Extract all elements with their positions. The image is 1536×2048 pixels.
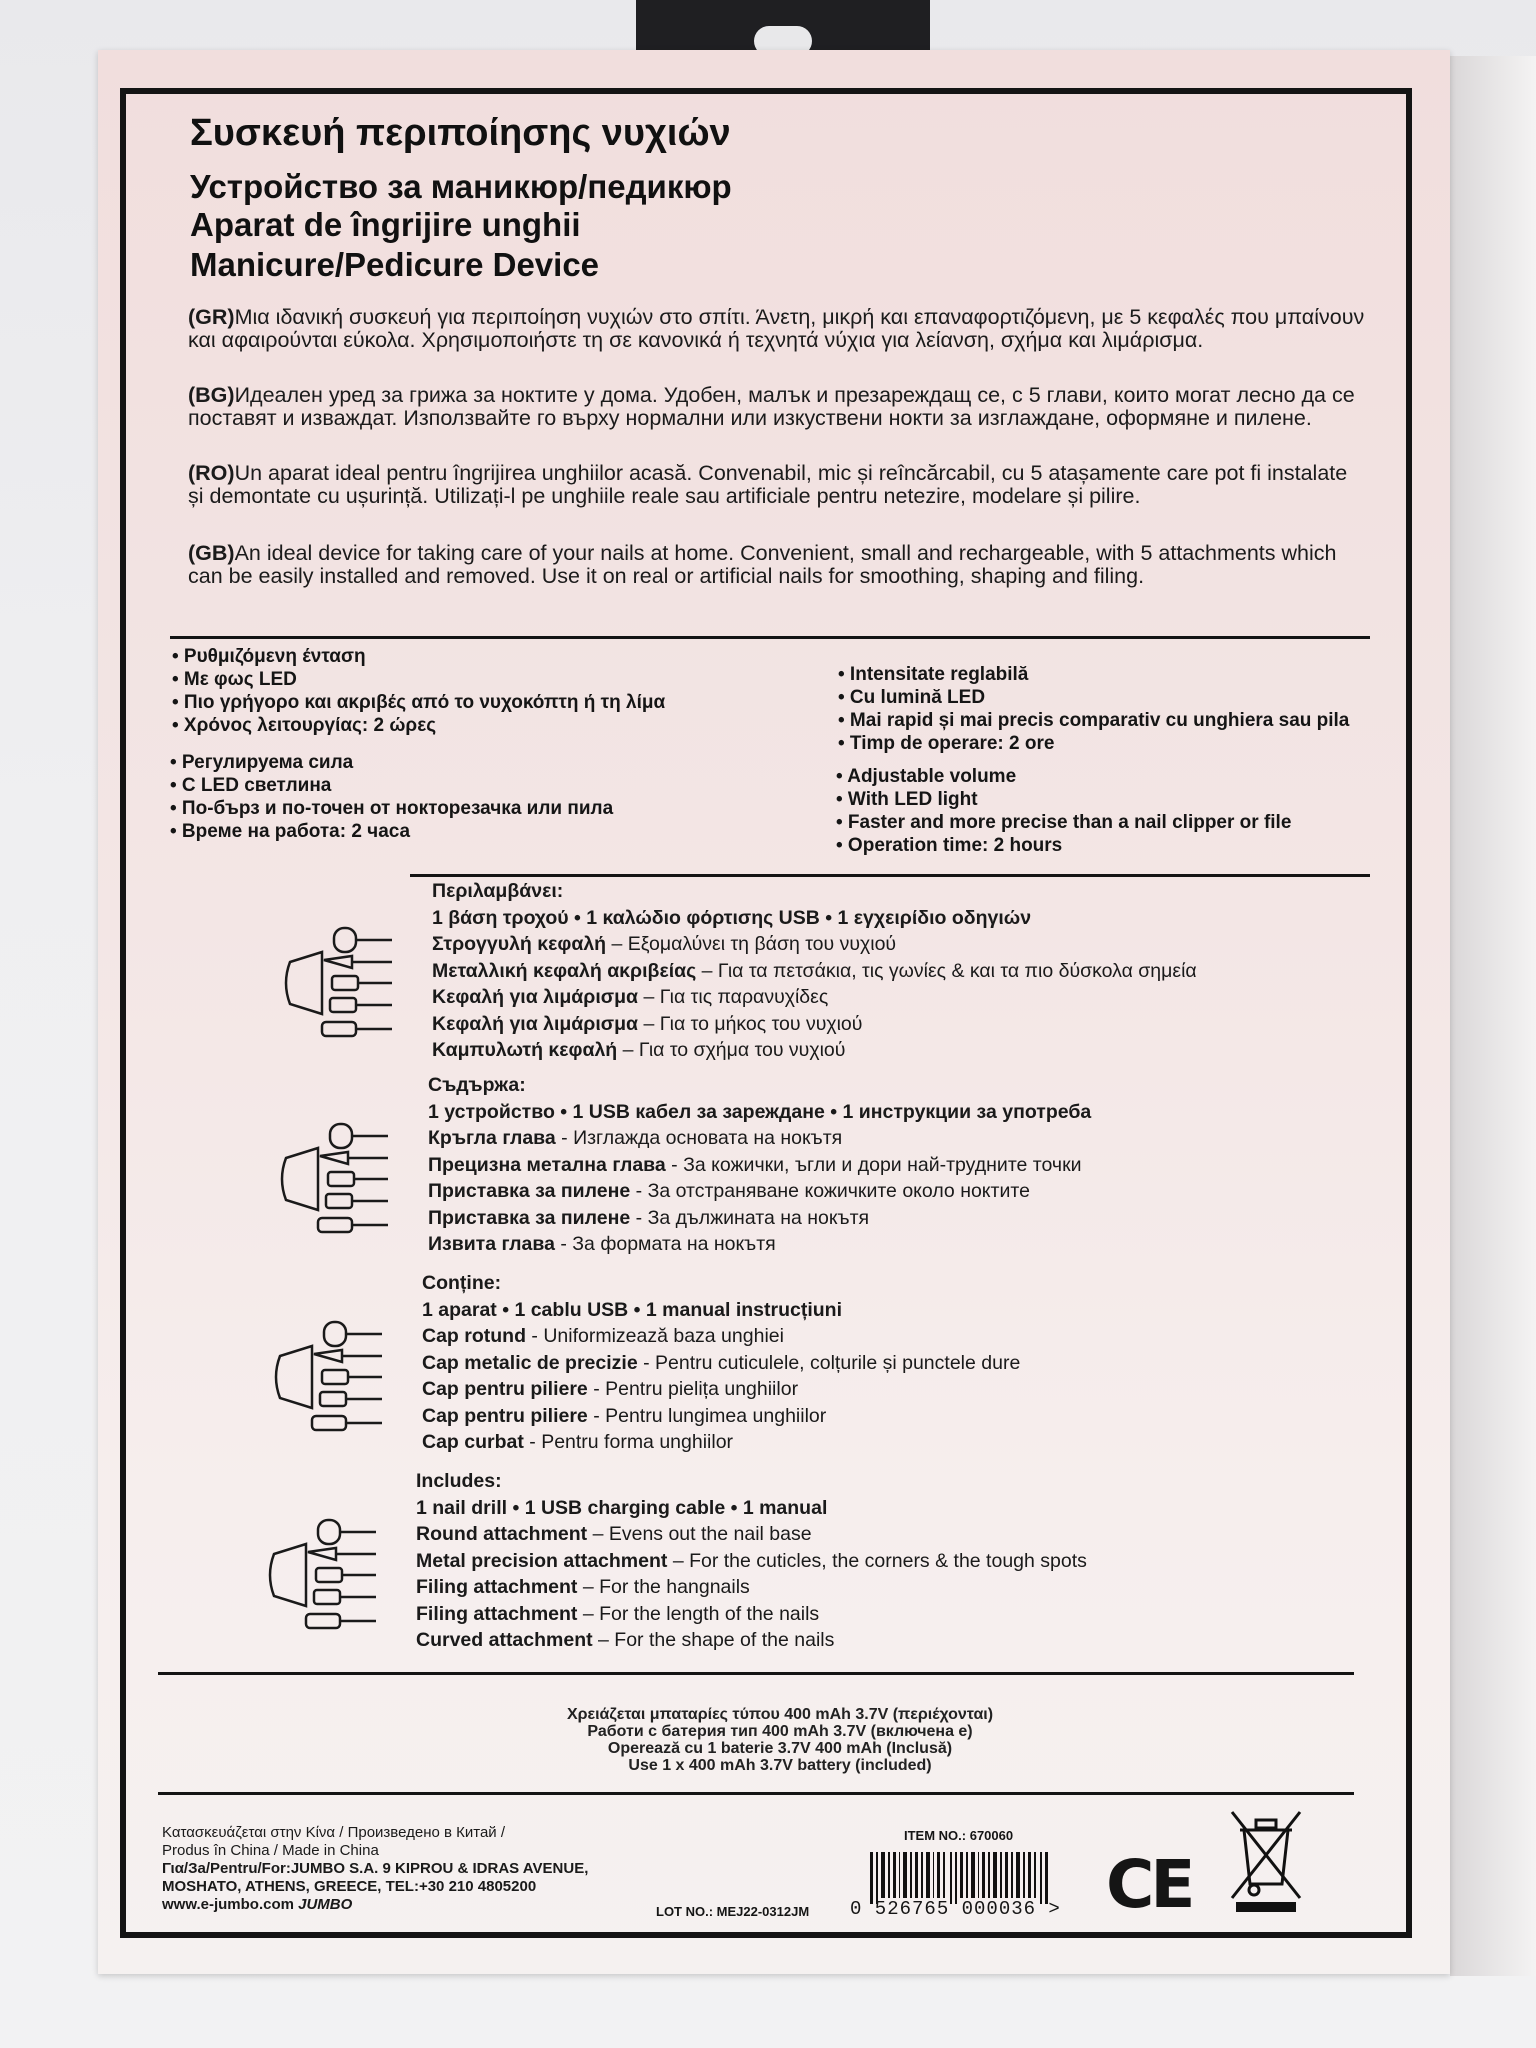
attachment-row: Καμπυλωτή κεφαλή – Για το σχήμα του νυχιού	[432, 1039, 846, 1061]
features-gr	[172, 646, 665, 738]
title-ro: Aparat de îngrijire unghii	[190, 206, 581, 243]
divider	[158, 1792, 1354, 1795]
attachment-row: Round attachment – Evens out the nail base	[416, 1523, 812, 1545]
lang-code: (RO)	[188, 461, 235, 485]
description-text: Идеален уред за грижа за ноктите у дома. Удобен, малък и презареждащ се, с 5 глави, които могат лесно да се поставят и изваждат. Използвайте го върху нормални или изкуствени нокти за изглаждане, оформяне и пилене.	[188, 383, 1355, 430]
attachment-row: Κεφαλή για λιμάρισμα – Για τις παρανυχίδες	[432, 986, 829, 1008]
title-gr: Συσκευή περιποίησης νυχιών	[190, 112, 731, 154]
feature-item: • С LED светлина	[170, 775, 332, 796]
title-gb: Manicure/Pedicure Device	[190, 246, 600, 283]
attachment-row: Cap pentru piliere - Pentru pielița unghiilor	[422, 1378, 799, 1400]
includes-heading: Περιλαμβάνει:	[432, 880, 564, 902]
barcode-icon	[870, 1852, 1050, 1904]
description-gb	[188, 542, 1368, 588]
includes-contents: 1 устройство • 1 USB кабел за зареждане • 1 инструкции за употреба	[428, 1100, 1092, 1123]
attachment-row: Кръгла глава - Изглажда основата на нокътя	[428, 1127, 843, 1149]
divider	[158, 1672, 1354, 1675]
attachment-row: Cap metalic de precizie - Pentru cuticulele, colțurile și punctele dure	[422, 1351, 1021, 1374]
box-side-edge	[1450, 56, 1536, 1976]
feature-item: • Cu lumină LED	[838, 687, 986, 708]
feature-item: • Με φως LED	[172, 669, 297, 690]
feature-item: • Operation time: 2 hours	[836, 835, 1063, 856]
attachment-row: Cap rotund - Uniformizează baza unghiei	[422, 1325, 784, 1347]
brand-logo: JUMBO	[298, 1896, 353, 1913]
feature-item: • Mai rapid și mai precis comparativ cu unghiera sau pila	[838, 710, 1350, 731]
features-ro	[838, 664, 1349, 756]
attachment-row: Извита глава - За формата на нокътя	[428, 1233, 776, 1255]
manufacturer-info	[162, 1824, 588, 1914]
features-bg	[170, 752, 613, 844]
feature-item: • Χρόνος λειτουργίας: 2 ώρες	[172, 715, 437, 736]
item-number: ITEM NO.: 670060	[904, 1828, 1014, 1843]
description-text: Un aparat ideal pentru îngrijirea unghiilor acasă. Convenabil, mic și reîncărcabil, cu 5 atașamente care pot fi instalate și demontate cu ușurință. Utilizați-l pe unghiile reale sau artificiale pentru netezire, modelare și pilire.	[188, 461, 1348, 508]
battery-line: Operează cu 1 baterie 3.7V 400 mAh (Inclusă)	[607, 1740, 953, 1757]
lang-code: (BG)	[188, 383, 235, 407]
feature-item: • Adjustable volume	[836, 766, 1017, 787]
feature-item: • По-бърз и по-точен от нокторезачка или пила	[170, 798, 614, 819]
description-text: Μια ιδανική συσκευή για περιποίηση νυχιών στο σπίτι. Άνετη, μικρή και επαναφορτιζόμενη, με 5 κεφαλές που μπαίνουν και αφαιρούνται εύκολα. Χρησιμοποιήστε τη σε κανονικά ή τεχνητά νύχια για λείανση, σχήμα και λιμάρισμα.	[188, 305, 1365, 352]
feature-item: • Време на работа: 2 часа	[170, 821, 411, 842]
title-bg: Устройство за маникюр/педикюр	[190, 168, 732, 205]
battery-line: Use 1 x 400 mAh 3.7V battery (included)	[628, 1757, 932, 1774]
description-gr	[188, 306, 1368, 352]
feature-item: • With LED light	[836, 789, 978, 810]
ce-mark-icon: CE	[1106, 1846, 1192, 1923]
attachment-row: Прецизна метална глава - За кожички, ъгли и дори най-трудните точки	[428, 1153, 1082, 1176]
attachment-row: Μεταλλική κεφαλή ακριβείας – Για τα πετσάκια, τις γωνίες & και τα πιο δύσκολα σημεία	[432, 959, 1197, 982]
lot-number: LOT NO.: MEJ22-0312JM	[656, 1904, 810, 1919]
attachments-illustration-icon	[282, 924, 402, 1074]
attachment-row: Приставка за пилене - За дължината на нокътя	[428, 1206, 870, 1229]
weee-crossed-bin-icon	[1228, 1808, 1304, 1914]
divider	[410, 874, 1370, 877]
battery-line: Работи с батерия тип 400 mAh 3.7V (включена е)	[587, 1723, 973, 1740]
attachments-illustration-icon	[278, 1120, 398, 1270]
includes-heading: Съдържа:	[428, 1074, 526, 1096]
attachment-row: Curved attachment – For the shape of the nails	[416, 1629, 835, 1651]
feature-item: • Ρυθμιζόμενη ένταση	[172, 646, 366, 667]
feature-item: • Timp de operare: 2 ore	[838, 733, 1055, 754]
includes-gb	[416, 1468, 1087, 1654]
origin-line: Produs în China / Made in China	[162, 1842, 379, 1859]
includes-heading: Conține:	[422, 1272, 502, 1294]
includes-contents: 1 aparat • 1 cablu USB • 1 manual instrucțiuni	[422, 1298, 843, 1321]
lang-code: (GB)	[188, 541, 235, 565]
attachment-row: Cap pentru piliere - Pentru lungimea unghiilor	[422, 1404, 827, 1427]
website: www.e-jumbo.com	[162, 1896, 294, 1913]
attachment-row: Metal precision attachment – For the cuticles, the corners & the tough spots	[416, 1549, 1087, 1572]
attachment-row: Filing attachment – For the hangnails	[416, 1576, 750, 1598]
attachment-row: Στρογγυλή κεφαλή – Εξομαλύνει τη βάση του νυχιού	[432, 933, 897, 955]
includes-bg	[428, 1072, 1091, 1258]
divider	[170, 636, 1370, 639]
includes-gr	[432, 878, 1197, 1064]
includes-contents: 1 nail drill • 1 USB charging cable • 1 manual	[416, 1496, 828, 1519]
attachment-row: Filing attachment – For the length of the nails	[416, 1602, 820, 1625]
includes-ro	[422, 1270, 1020, 1456]
barcode-number: 0 526765 000036 >	[850, 1898, 1061, 1920]
address-line: Για/За/Pentru/For:JUMBO S.A. 9 KIPROU & IDRAS AVENUE,	[162, 1860, 589, 1877]
attachment-row: Cap curbat - Pentru forma unghiilor	[422, 1431, 734, 1453]
lang-code: (GR)	[188, 305, 235, 329]
includes-contents: 1 βάση τροχού • 1 καλώδιο φόρτισης USB • 1 εγχειρίδιο οδηγιών	[432, 906, 1032, 929]
feature-item: • Intensitate reglabilă	[838, 664, 1029, 685]
includes-heading: Includes:	[416, 1470, 502, 1492]
description-ro	[188, 462, 1368, 508]
origin-line: Κατασκευάζεται στην Κίνα / Произведено в Китай /	[162, 1824, 506, 1841]
features-gb	[836, 766, 1291, 858]
attachments-illustration-icon	[266, 1516, 386, 1666]
attachment-row: Κεφαλή για λιμάρισμα – Για το μήκος του νυχιού	[432, 1012, 863, 1035]
attachments-illustration-icon	[272, 1318, 392, 1468]
feature-item: • Πιο γρήγορο και ακριβές από το νυχοκόπτη ή τη λίμα	[172, 692, 666, 713]
battery-line: Χρειάζεται μπαταρίες τύπου 400 mAh 3.7V (περιέχονται)	[566, 1706, 994, 1723]
feature-item: • Регулируема сила	[170, 752, 354, 773]
attachment-row: Приставка за пилене - За отстраняване кожичките около ноктите	[428, 1180, 1030, 1202]
address-line: MOSHATO, ATHENS, GREECE, TEL:+30 210 4805200	[162, 1878, 537, 1895]
battery-info	[300, 1706, 1260, 1774]
description-text: An ideal device for taking care of your nails at home. Convenient, small and rechargeable, with 5 attachments which can be easily installed and removed. Use it on real or artificial nails for smoothing, shaping and filing.	[188, 541, 1337, 588]
feature-item: • Faster and more precise than a nail clipper or file	[836, 812, 1292, 833]
description-bg	[188, 384, 1368, 430]
